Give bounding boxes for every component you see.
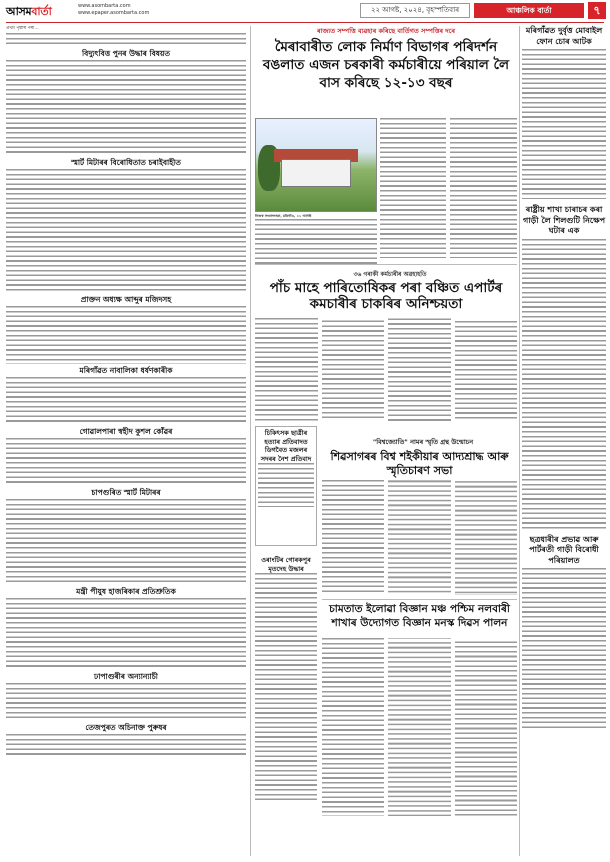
- logo-accent: বার্তা: [31, 5, 52, 18]
- continued-note: প্ৰথম পৃষ্ঠাৰ পৰা...: [6, 26, 39, 31]
- second-headline[interactable]: পাঁচ মাহে পাৰিতোষিকৰ পৰা বঞ্চিত এপাৰ্টৰ কমচাৰীৰ চাকৰিৰ অনিশ্চয়তা: [269, 280, 503, 312]
- issue-date: ২২ আগষ্ট, ২০২৪, বৃহস্পতিবাৰ: [360, 3, 470, 18]
- epaper-link[interactable]: www.epaper.asombarta.com: [78, 10, 150, 16]
- fourth-headline[interactable]: চামতাত ইলোৱা বিজ্ঞান মঞ্চ পশ্চিম নলবাৰী শাখাৰ উদ্যোগত বিজ্ঞান মনস্ক দিৱস পালন: [329, 603, 510, 629]
- lead-story-column: [450, 118, 517, 258]
- article-body: [380, 118, 446, 258]
- article-body: [255, 318, 517, 421]
- article-body: [6, 377, 246, 425]
- photo-building: [281, 159, 351, 187]
- lead-kicker: ৰাজ্যত সম্পত্তি ব্যৱহাৰ কৰিছে বাৰ্তিগত সম্পত্তিৰ দৰে: [317, 27, 455, 35]
- right-column: [522, 26, 606, 734]
- article-body: [6, 60, 246, 156]
- side-box-headline[interactable]: চিকিৎসক ছাত্ৰীৰ হত্যাৰ প্ৰতিবাদত ডিগবৈত মজলৰ সদৰৰ নৈশ প্ৰতিবাদ: [260, 429, 312, 463]
- box-story-headline[interactable]: ওৰাংটিৰ গোৰকপুৰ মৃতদেহ উদ্ধাৰ: [261, 556, 311, 573]
- header-rule: [6, 22, 604, 23]
- lead-photo[interactable]: [255, 118, 377, 212]
- article-headline: স্মাৰ্ট মিটাৰৰ বিৰোধিতাত চৰাইবাহীত: [71, 158, 181, 167]
- article-body: [6, 33, 246, 47]
- article-body: [322, 480, 517, 595]
- third-kicker: "বিশ্বজ্যোতি" নামৰ স্মৃতি গ্ৰন্থ উন্মোচন: [372, 438, 474, 446]
- article-body: [255, 219, 377, 267]
- lead-story-column: [380, 118, 446, 258]
- right-headline[interactable]: ছত্ৰধাৰীৰ প্ৰভাৱ আৰু পাৰ্টৰতী গাড়ী বিৰোধী পৰিয়ালত: [529, 534, 599, 565]
- third-headline[interactable]: শিৱসাগৰৰ বিশ্ব শইকীয়াৰ আদ্যশ্ৰাদ্ধ আৰু স্মৃতিচাৰণ সভা: [330, 450, 509, 477]
- right-headline[interactable]: মৰিগাঁৱত দুৰ্বৃত্ত মোবাইল ফোন চোৰ আটক: [525, 26, 603, 46]
- column-divider: [519, 26, 520, 856]
- second-story-body: [255, 318, 517, 422]
- article-headline: মৰিগাঁৱত নাবালিকা ধৰ্ষণকাৰীক: [79, 366, 173, 375]
- article-body: [522, 49, 606, 199]
- article-body: [6, 598, 246, 670]
- right-headline[interactable]: ৰাষ্ট্ৰীয় শাখা চাৰাচৰ কৰা গাড়ী লৈ শিলগুটি নিক্ষেপ ঘটাৰ এক: [522, 205, 606, 235]
- website-link[interactable]: www.asombarta.com: [78, 3, 131, 9]
- story-divider: [255, 264, 517, 265]
- page-number: ৭: [588, 2, 606, 19]
- lead-headline[interactable]: মৈৰাবাৰীত লোক নিৰ্মাণ বিভাগৰ পৰিদৰ্শন বঙলাত এজন চৰকাৰী কৰ্মচাৰীয়ে পৰিয়াল লৈ বাস কৰিছে ১২-১৩ বছৰ: [262, 39, 510, 91]
- article-body: [6, 734, 246, 758]
- article-body: [258, 463, 314, 507]
- box-story: [255, 556, 317, 818]
- article-headline: মন্ত্ৰী পীযুষ হাজৰিকাৰ প্ৰতিশ্ৰুতিক: [76, 587, 176, 596]
- article-body: [522, 568, 606, 728]
- section-label: আঞ্চলিক বাৰ্তা: [474, 3, 584, 18]
- article-body: [6, 499, 246, 585]
- article-headline: প্ৰাক্তন অধ্যক্ষ আব্দুৰ মজিদসহ: [80, 295, 172, 304]
- photo-caption: [255, 214, 377, 267]
- third-story-body: [322, 480, 517, 596]
- side-box-story: [255, 426, 317, 546]
- fourth-story-body: [322, 638, 517, 818]
- masthead: [0, 0, 610, 22]
- article-body: [6, 438, 246, 486]
- article-headline: বিদ্যুৎবিত্ত পুনৰ উদ্ধাৰ বিষয়ত: [82, 49, 170, 58]
- story-divider: [322, 599, 517, 600]
- article-body: [6, 169, 246, 293]
- column-divider: [250, 26, 251, 856]
- site-info: [78, 3, 149, 17]
- left-column: [6, 26, 246, 758]
- newspaper-logo[interactable]: [6, 3, 76, 19]
- article-headline: তেজপুৰত অচিনাক্ত পুৰুষৰ: [85, 723, 167, 732]
- article-body: [522, 239, 606, 529]
- second-kicker: ৩৬ গৰাকী কৰ্মচাৰীৰ অৱহাহতি: [353, 271, 427, 278]
- caption-dateline: নিজস্ব সংবাদদাতা, মৰিগাঁও, ২১ আগষ্ট: [255, 214, 312, 218]
- article-body: [255, 573, 317, 801]
- article-headline: চাপগুৰিত স্মাৰ্ট মিটাৰৰ: [91, 488, 161, 497]
- article-headline: গোৱালপাৰা স্বহীদ কুশল কোঁৱৰ: [79, 427, 173, 436]
- article-body: [450, 118, 517, 258]
- article-body: [322, 638, 517, 816]
- article-headline: ঢাপাগুৰীৰ অন্যান্যাচী: [94, 672, 158, 681]
- logo-prefix: আসম: [6, 5, 32, 18]
- article-body: [6, 306, 246, 364]
- article-body: [6, 683, 246, 721]
